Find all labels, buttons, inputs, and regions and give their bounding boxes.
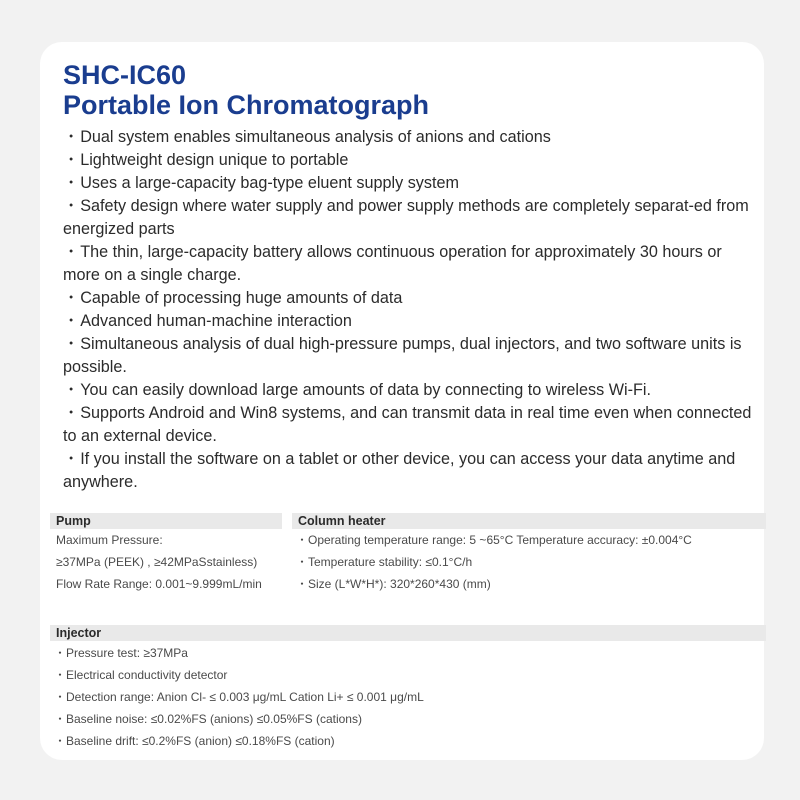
feature-list <box>63 126 763 494</box>
product-name: Portable Ion Chromatograph <box>63 90 430 120</box>
feature-item: ・You can easily download large amounts of data by connecting to wireless Wi-Fi. <box>63 381 651 399</box>
bullet-icon: ・ <box>63 381 80 399</box>
bullet-icon: ・ <box>63 404 80 422</box>
bullet-icon: ・ <box>63 289 80 307</box>
injector-spec-detection-range: ・Detection range: Anion Cl- ≤ 0.003 μg/mL Cation Li+ ≤ 0.001 μg/mL <box>54 690 424 704</box>
bullet-icon: ・ <box>63 312 80 330</box>
feature-item: ・Uses a large-capacity bag-type eluent supply system <box>63 174 459 192</box>
bullet-icon: ・ <box>63 151 80 169</box>
feature-item: ・Lightweight design unique to portable <box>63 151 349 169</box>
pump-spec-max-pressure-label: Maximum Pressure: <box>56 533 163 547</box>
column-heater-spec-temperature-range: ・Operating temperature range: 5 ~65°C Temperature accuracy: ±0.004°C <box>296 533 692 547</box>
feature-item: ・Simultaneous analysis of dual high-pressure pumps, dual injectors, and two software units is possible. <box>63 335 742 376</box>
column-heater-spec-stability: ・Temperature stability: ≤0.1°C/h <box>296 555 473 569</box>
injector-spec-baseline-drift: ・Baseline drift: ≤0.2%FS (anion) ≤0.18%FS (cation) <box>54 734 335 748</box>
injector-spec-baseline-noise: ・Baseline noise: ≤0.02%FS (anions) ≤0.05%FS (cations) <box>54 712 362 726</box>
bullet-icon: ・ <box>63 128 80 146</box>
feature-item: ・Safety design where water supply and power supply methods are completely separat-ed from energized parts <box>63 197 749 238</box>
pump-heading: Pump <box>56 514 91 528</box>
bullet-icon: ・ <box>63 243 80 261</box>
feature-item: ・Dual system enables simultaneous analysis of anions and cations <box>63 128 551 146</box>
feature-item: ・Advanced human-machine interaction <box>63 312 352 330</box>
injector-header-bar <box>50 625 766 641</box>
bullet-icon: ・ <box>63 450 80 468</box>
column-heater-heading: Column heater <box>298 514 386 528</box>
injector-spec-detector: ・Electrical conductivity detector <box>54 668 228 682</box>
column-heater-spec-size: ・Size (L*W*H*): 320*260*430 (mm) <box>296 577 491 591</box>
pump-spec-flow-rate: Flow Rate Range: 0.001~9.999mL/min <box>56 577 262 591</box>
model-number: SHC-IC60 <box>63 60 187 90</box>
feature-item: ・The thin, large-capacity battery allows continuous operation for approximately 30 hours or more on a single charge. <box>63 243 722 284</box>
bullet-icon: ・ <box>63 335 80 353</box>
feature-item: ・Capable of processing huge amounts of data <box>63 289 403 307</box>
feature-item: ・Supports Android and Win8 systems, and can transmit data in real time even when connected to an external device. <box>63 404 752 445</box>
product-title <box>63 60 429 120</box>
feature-item: ・If you install the software on a tablet or other device, you can access your data anytime and anywhere. <box>63 450 736 491</box>
bullet-icon: ・ <box>63 197 80 215</box>
injector-spec-pressure-test: ・Pressure test: ≥37MPa <box>54 646 188 660</box>
pump-spec-max-pressure-value: ≥37MPa (PEEK) , ≥42MPaSstainless) <box>56 555 258 569</box>
bullet-icon: ・ <box>63 174 80 192</box>
injector-heading: Injector <box>56 626 102 640</box>
